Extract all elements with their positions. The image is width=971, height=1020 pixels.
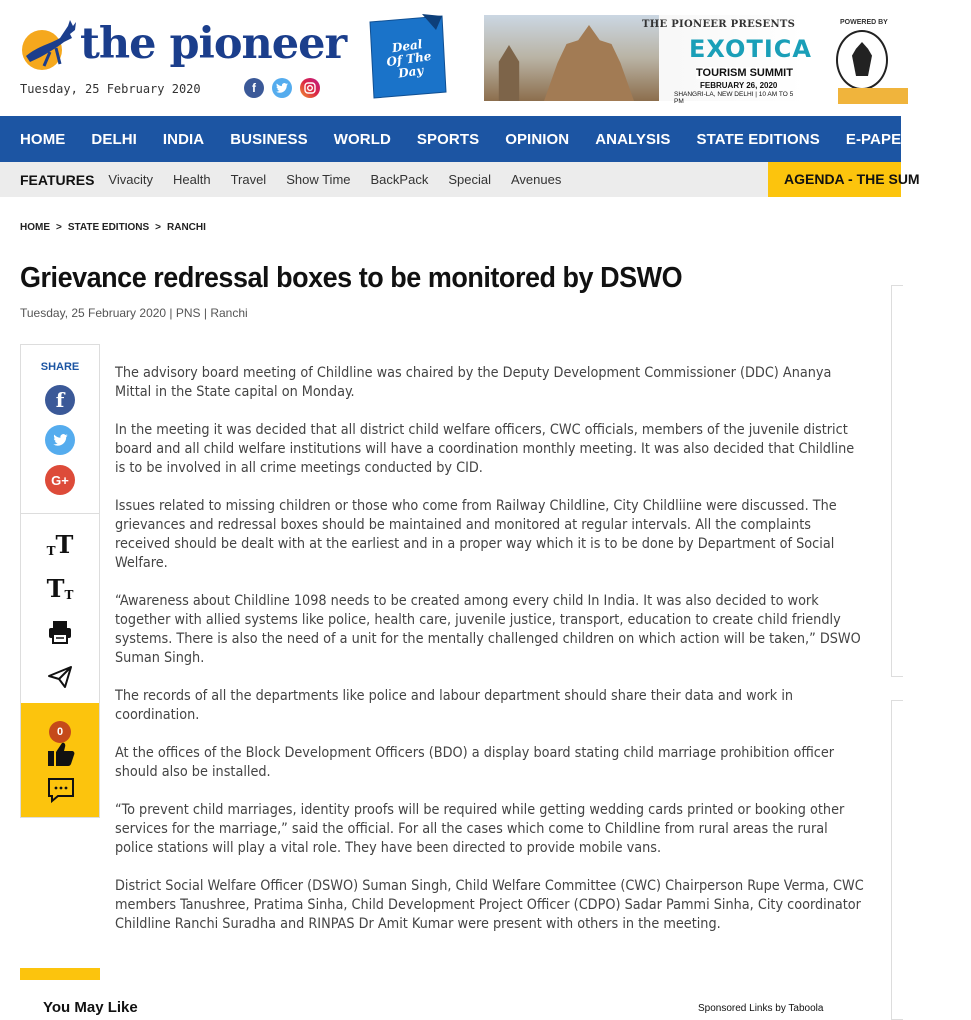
- banner-venue: SHANGRI-LA, NEW DELHI | 10 AM TO 5 PM: [674, 91, 794, 105]
- nav-e-paper[interactable]: E-PAPER: [845, 130, 913, 148]
- nav-delhi[interactable]: DELHI: [91, 130, 137, 148]
- nav-opinion[interactable]: OPINION: [505, 130, 570, 148]
- site-logo[interactable]: [20, 16, 346, 72]
- article-title: Grievance redressal boxes to be monitored by DSWO: [20, 262, 683, 294]
- share-label: SHARE: [40, 361, 80, 373]
- government-seal-icon: [836, 30, 888, 90]
- article-tools-sidebar: [20, 344, 100, 818]
- subnav-travel[interactable]: Travel: [230, 172, 267, 187]
- font-up-small: T: [46, 544, 56, 558]
- facebook-icon[interactable]: f: [244, 78, 264, 98]
- breadcrumb: [20, 222, 206, 233]
- banner-summit: TOURISM SUMMIT: [696, 67, 793, 79]
- font-up-large: T: [55, 530, 74, 559]
- breadcrumb-state-editions[interactable]: STATE EDITIONS: [67, 222, 150, 233]
- font-down-large: T: [46, 574, 65, 603]
- twitter-share-icon[interactable]: [45, 425, 75, 455]
- subnav-backpack[interactable]: BackPack: [370, 172, 429, 187]
- article-byline: Tuesday, 25 February 2020 | PNS | Ranchi: [20, 306, 248, 320]
- main-navigation: [0, 116, 971, 162]
- thumbs-up-icon[interactable]: [47, 741, 75, 772]
- facebook-share-icon[interactable]: f: [45, 385, 75, 415]
- banner-date: FEBRUARY 26, 2020: [700, 81, 778, 90]
- agenda-link[interactable]: AGENDA - THE SUM: [768, 162, 901, 197]
- nav-india[interactable]: INDIA: [162, 130, 205, 148]
- right-ad-slot: [891, 700, 903, 1020]
- breadcrumb-home[interactable]: HOME: [20, 222, 50, 233]
- nav-archive[interactable]: ARC: [938, 130, 971, 148]
- header-date: Tuesday, 25 February 2020: [20, 82, 201, 96]
- exotica-banner-ad[interactable]: [484, 15, 812, 105]
- nav-home[interactable]: HOME: [20, 130, 66, 148]
- site-name: the pioneer: [80, 18, 347, 69]
- like-count-badge: 0: [49, 721, 71, 743]
- nav-sports[interactable]: SPORTS: [416, 130, 480, 148]
- powered-by-label: POWERED BY: [840, 19, 888, 26]
- article-paragraph: Issues related to missing children or those who come from Railway Childline, City Childliine were discussed. The grievances and redressal boxes should be maintained and monitored at regular intervals. All the complaints received should be dealt with at the earliest and in a proper way which it is to be done by Department of Social Welfare.: [115, 498, 837, 571]
- deer-logo-icon: [20, 16, 80, 72]
- article-paragraph: The records of all the departments like police and labour department should share their data and work in coordination.: [115, 688, 794, 723]
- font-increase-icon[interactable]: [45, 527, 75, 557]
- twitter-icon[interactable]: [272, 78, 292, 98]
- subnav-show-time[interactable]: Show Time: [286, 172, 351, 187]
- article-paragraph: “To prevent child marriages, identity proofs will be required while getting wedding cards printed or booking other services for the marriage,” said the official. For all the cases which come to Childline from rural areas the rural police stations will play a vital role. They have been directed to provide mobile vans.: [115, 802, 845, 856]
- site-header: [0, 0, 901, 116]
- header-social-links: [244, 78, 320, 98]
- nav-analysis[interactable]: ANALYSIS: [595, 130, 671, 148]
- instagram-icon[interactable]: [300, 78, 320, 98]
- taboola-sponsored-link[interactable]: Sponsored Links by Taboola: [698, 1003, 824, 1014]
- article-paragraph: District Social Welfare Officer (DSWO) Suman Singh, Child Welfare Committee (CWC) Chairperson Rupe Verma, CWC members Tanushree, Pratima Sinha, Child Development Project Officer (CDPO) Sadar Pammi Sinha, City coordinator Childline Ranchi Suradha and RINPAS Dr Amit Kumar were present with others in the meeting.: [115, 878, 864, 932]
- breadcrumb-separator: >: [56, 222, 62, 233]
- powered-by-ad[interactable]: [826, 18, 906, 104]
- font-down-small: T: [64, 588, 74, 602]
- banner-presents: THE PIONEER PRESENTS: [642, 19, 796, 30]
- sidebar-divider: [21, 513, 99, 514]
- deal-label: Deal Of The Day: [385, 37, 433, 81]
- nav-business[interactable]: BUSINESS: [230, 130, 308, 148]
- breadcrumb-separator: >: [155, 222, 161, 233]
- powered-bar: [838, 88, 908, 104]
- breadcrumb-ranchi[interactable]: RANCHI: [167, 222, 206, 233]
- print-icon[interactable]: [45, 615, 75, 645]
- article-paragraph: The advisory board meeting of Childline was chaired by the Deputy Development Commissioner (DDC) Ananya Mittal in the State capital on Monday.: [115, 365, 832, 400]
- article-paragraph: At the offices of the Block Development Officers (BDO) a display board stating child marriage prohibition officer should also be installed.: [115, 745, 835, 780]
- comment-icon[interactable]: [47, 777, 75, 808]
- article-paragraph: “Awareness about Childline 1098 needs to be created among every child In India. It was also decided to work together with allied systems like police, health care, juvenile justice, transport, education to create child friendly systems. There is also the need of a unit for the mentally challenged children on which action will be taken,” DSWO Suman Singh.: [115, 593, 861, 666]
- you-may-like-heading: You May Like: [43, 999, 138, 1016]
- subnav-vivacity[interactable]: Vivacity: [108, 172, 153, 187]
- features-navigation: [0, 162, 901, 197]
- subnav-special[interactable]: Special: [448, 172, 491, 187]
- google-plus-share-icon[interactable]: G+: [45, 465, 75, 495]
- subnav-avenues[interactable]: Avenues: [510, 172, 562, 187]
- banner-image: [484, 15, 659, 101]
- nav-world[interactable]: WORLD: [333, 130, 391, 148]
- send-icon[interactable]: [45, 659, 75, 689]
- subnav-health[interactable]: Health: [172, 172, 211, 187]
- banner-exotica: EXOTICA: [689, 35, 812, 63]
- article-paragraph: In the meeting it was decided that all district child welfare officers, CWC officials, members of the juvenile district board and all child welfare institutions will have a coordination monthly meeting. It was also decided that Childline is to be involved in all crime meetings conducted by CID.: [115, 422, 855, 476]
- deal-of-the-day-badge[interactable]: [366, 14, 448, 100]
- features-label[interactable]: FEATURES: [20, 171, 95, 188]
- right-ad-slot: [891, 285, 903, 677]
- engagement-panel: [21, 703, 99, 817]
- font-decrease-icon[interactable]: [45, 571, 75, 601]
- nav-state-editions[interactable]: STATE EDITIONS: [696, 130, 820, 148]
- section-accent-bar: [20, 968, 100, 980]
- article-body: [115, 364, 865, 953]
